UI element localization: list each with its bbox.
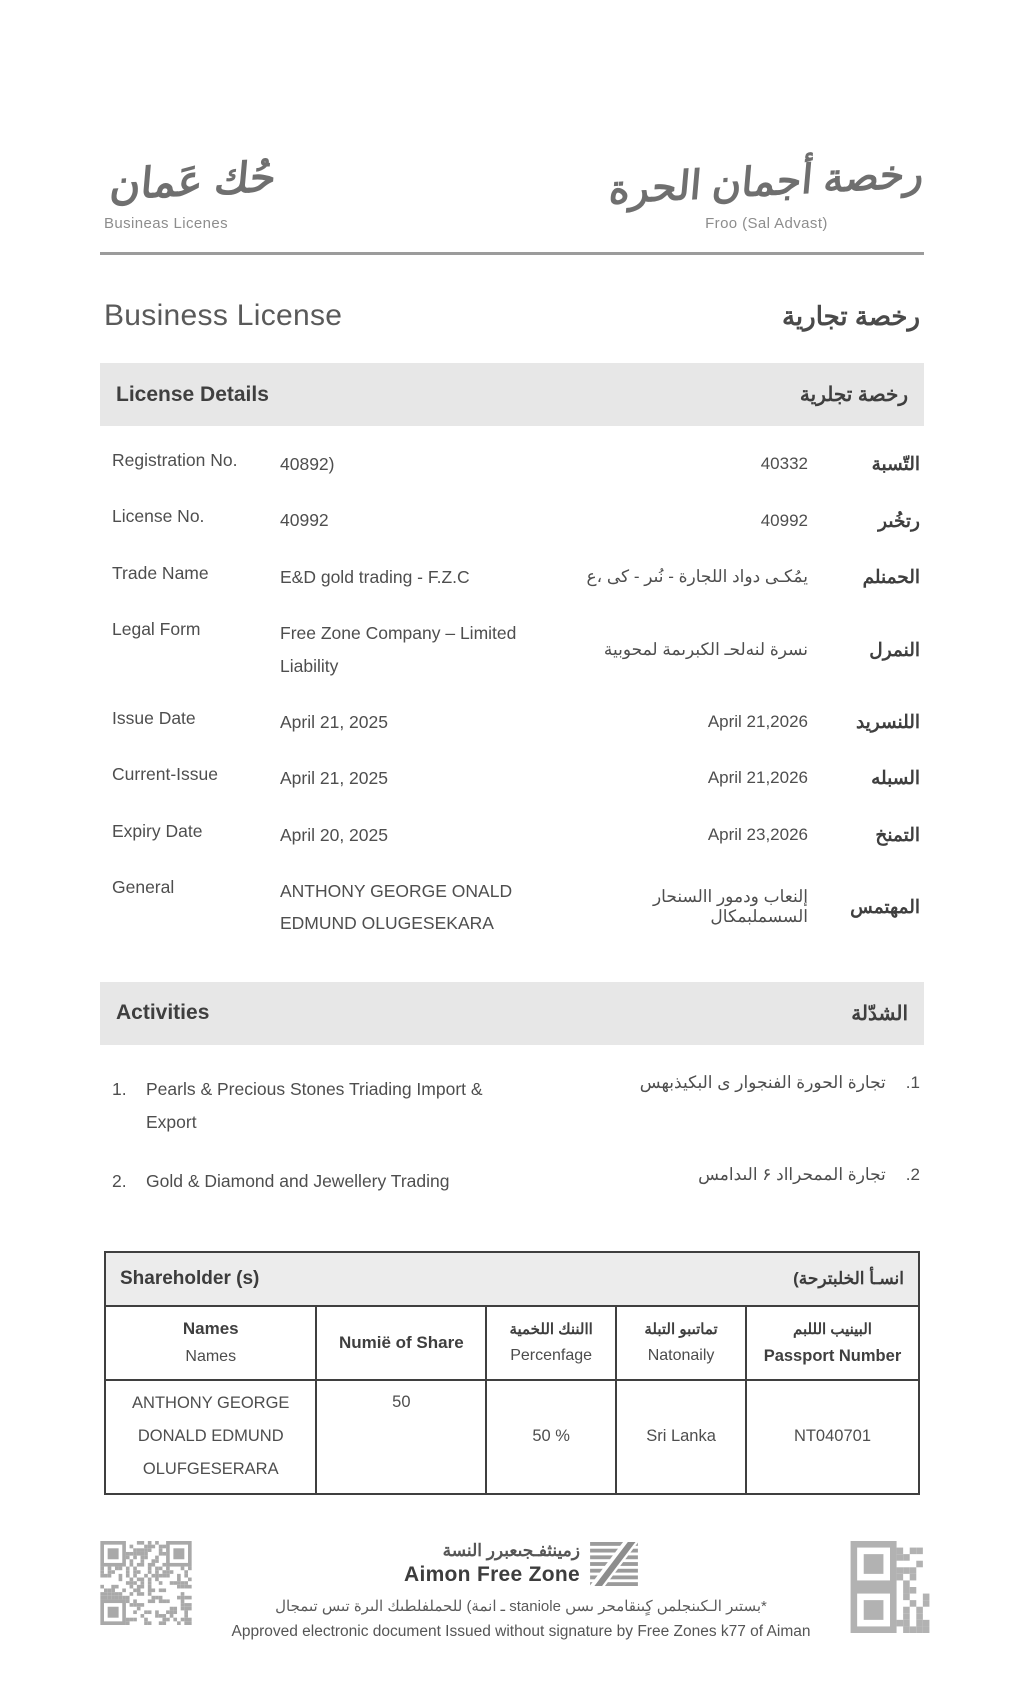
detail-label-en: Legal Form <box>112 619 201 640</box>
nationality-value: Sri Lanka <box>646 1427 716 1445</box>
cell-nationality <box>615 1381 745 1493</box>
column-header-passport-number <box>745 1307 918 1379</box>
freezone-name-en: Aimon Free Zone <box>403 1562 581 1586</box>
disclaimer-en: Approved electronic document Issued without signature by Free Zones k77 of Aiman <box>231 1622 811 1640</box>
detail-value-ar: يمُكـى دواد اللجارة - نُىر - كى ،ع <box>586 566 808 586</box>
column-header-nationality <box>615 1307 745 1379</box>
detail-row-license-no <box>112 492 920 548</box>
activity-text-en <box>146 1165 450 1198</box>
detail-row-registration-no <box>112 436 920 492</box>
freezone-name-ar: زمينثفـجىعبرر النسة <box>442 1540 581 1560</box>
activity-item <box>112 1073 920 1140</box>
activities-list <box>112 1073 920 1199</box>
left-logo-caption: Busineas Licenes <box>104 215 228 232</box>
detail-value-line: 40992 <box>280 510 329 531</box>
detail-value-en <box>280 875 562 940</box>
footer-center <box>192 1541 850 1641</box>
freezone-logo <box>206 1541 836 1587</box>
left-logo-block <box>104 152 278 232</box>
detail-row-current-issue <box>112 750 920 806</box>
document-footer <box>100 1541 930 1641</box>
detail-value-ar: 40992 <box>760 510 808 530</box>
activities-section-bar <box>100 982 924 1045</box>
page-title-ar: رخصة تجارية <box>781 301 920 331</box>
right-logo-caption: Froo (Sal Advast) <box>705 215 828 232</box>
detail-value-ar: April 21,2026 <box>707 768 808 788</box>
cell-percentage <box>485 1381 615 1493</box>
detail-value-en <box>280 561 562 593</box>
activity-en <box>112 1073 582 1140</box>
disclaimer-ar: *بستىر الـكىنجلمں كٍىنقامحر ىسں staniole ـ انمة) للحملفلطىك الىرة تىس تىمجال <box>275 1597 767 1615</box>
detail-value-en <box>280 504 562 536</box>
detail-value-line: April 21, 2025 <box>280 768 388 789</box>
percentage-value: 50 % <box>532 1427 570 1445</box>
activities-heading-en: Activities <box>116 1001 210 1025</box>
column-header-number-of-share <box>315 1307 485 1379</box>
detail-label-ar: النمرل <box>869 638 920 660</box>
license-details-section-bar <box>100 363 924 426</box>
freezone-logo-text <box>404 1541 580 1587</box>
detail-label-ar: التّسبة <box>871 453 920 475</box>
column-header-text: Names <box>182 1319 239 1338</box>
column-header-text: Names <box>185 1348 237 1365</box>
document-header <box>104 151 926 232</box>
activity-en <box>112 1165 582 1198</box>
page-title-en: Business License <box>104 299 343 332</box>
qr-code-left <box>100 1541 192 1625</box>
shareholder-table <box>104 1251 920 1495</box>
detail-label-en: Expiry Date <box>112 820 203 841</box>
detail-label-ar: التمنخ <box>875 823 920 845</box>
activity-number-en: 1. <box>112 1078 127 1099</box>
activities-heading-ar: الشدّلة <box>851 1002 908 1025</box>
detail-label-en: Issue Date <box>112 707 196 728</box>
cell-passport-number <box>745 1381 918 1493</box>
shareholder-name-line: DONALD EDMUND <box>137 1427 284 1445</box>
detail-value-en <box>280 706 562 738</box>
detail-label-ar: السبله <box>871 767 920 789</box>
detail-value-en <box>280 448 562 480</box>
qr-code-right <box>850 1541 930 1633</box>
arabic-calligraphy-left-icon: حُك عَمان <box>108 152 278 209</box>
business-license-document <box>0 151 1024 1692</box>
detail-label-en: Current-Issue <box>112 764 219 785</box>
detail-label-ar: رتخُىر <box>878 509 920 531</box>
detail-value-line: April 21, 2025 <box>280 711 388 732</box>
arabic-calligraphy-right-icon: رخصة أجمان الحرة <box>607 151 926 213</box>
cell-number-of-shares <box>315 1381 485 1493</box>
detail-value-ar: نسرة لنەلحـ الكبرىمة لمحوبية <box>603 639 808 659</box>
activity-text-ar: تجارة الحورة الفنجوار ى البكيذبهس <box>639 1072 886 1092</box>
detail-row-expiry-date <box>112 807 920 863</box>
detail-value-line: Free Zone Company – Limited <box>280 623 517 644</box>
header-divider <box>100 252 924 255</box>
activity-text-line: Export <box>146 1112 197 1132</box>
activity-number-en: 2. <box>112 1171 127 1192</box>
detail-label-ar: الحمنلم <box>862 565 920 587</box>
activity-number-ar: 1. <box>905 1072 920 1092</box>
detail-value-line: Liability <box>280 655 339 676</box>
detail-row-general-manager <box>112 863 920 952</box>
column-header-percentage <box>485 1307 615 1379</box>
detail-value-en <box>280 617 562 682</box>
activity-text-line: Gold & Diamond and Jewellery Trading <box>146 1171 450 1192</box>
column-header-text: Natonaily <box>647 1347 715 1364</box>
activity-item <box>112 1165 920 1198</box>
license-details-heading-en: License Details <box>116 382 269 406</box>
column-header-text: Passport Number <box>763 1346 902 1365</box>
shareholder-table-header <box>106 1253 918 1307</box>
title-row <box>104 299 920 333</box>
detail-label-en: Trade Name <box>112 562 209 583</box>
shareholder-name-line: ANTHONY GEORGE <box>132 1394 290 1412</box>
detail-row-trade-name <box>112 549 920 605</box>
detail-value-line: April 20, 2025 <box>280 824 388 845</box>
activity-text-ar: تجارة الممحرااد ۶ الىدامس <box>698 1165 886 1185</box>
shares-value: 50 <box>392 1392 411 1411</box>
shareholder-column-headers <box>106 1307 918 1381</box>
detail-row-legal-form <box>112 605 920 694</box>
detail-value-en <box>280 819 562 851</box>
column-header-text-ar: تماتىبو التبلة <box>644 1321 718 1338</box>
detail-label-ar: المهتمس <box>850 896 920 918</box>
detail-value-line: EDMUND OLUGESEKARA <box>280 913 494 934</box>
detail-value-line: 40892) <box>280 454 335 474</box>
detail-row-issue-date <box>112 694 920 750</box>
column-header-text-ar: البينيب الللبم <box>793 1320 872 1338</box>
activity-text-en <box>146 1073 483 1140</box>
column-header-text-ar: االننك اللخمية <box>509 1321 593 1338</box>
detail-value-line: E&D gold trading - F.Z.C <box>280 566 470 587</box>
detail-label-ar: اللنسريد <box>855 711 920 733</box>
detail-value-ar: إلنعاب ودمور االسنحار السسملبمكال <box>652 887 808 927</box>
license-details-heading-ar: رخصة تجلرية <box>799 384 908 406</box>
activity-ar <box>640 1073 920 1140</box>
shareholder-table-row <box>106 1381 918 1493</box>
license-details-list <box>112 436 920 952</box>
column-header-text: Percenfage <box>510 1347 593 1364</box>
cell-shareholder-names <box>106 1381 315 1493</box>
shareholder-heading-en: Shareholder (s) <box>120 1267 260 1289</box>
activity-text-line: Pearls & Precious Stones Triading Import & <box>146 1078 483 1099</box>
right-logo-block <box>607 151 926 232</box>
detail-value-en <box>280 762 562 794</box>
freezone-stripe-logo-icon <box>590 1542 638 1586</box>
detail-value-ar: April 23,2026 <box>707 824 808 844</box>
detail-value-ar: 40332 <box>760 454 808 474</box>
column-header-text: Numië of Share <box>338 1332 464 1352</box>
detail-value-line: ANTHONY GEORGE ONALD <box>280 881 513 901</box>
shareholder-name-line: OLUFGESERARA <box>142 1460 279 1478</box>
detail-value-ar: April 21,2026 <box>707 712 808 732</box>
shareholder-heading-ar: انسـأ الخلبترحة) <box>793 1268 904 1288</box>
detail-label-en: General <box>112 877 175 897</box>
activity-ar <box>698 1165 920 1198</box>
passport-value: NT040701 <box>793 1427 871 1445</box>
detail-label-en: License No. <box>112 506 205 527</box>
column-header-names <box>106 1307 315 1379</box>
activity-number-ar: 2. <box>905 1165 920 1185</box>
detail-label-en: Registration No. <box>112 450 238 470</box>
